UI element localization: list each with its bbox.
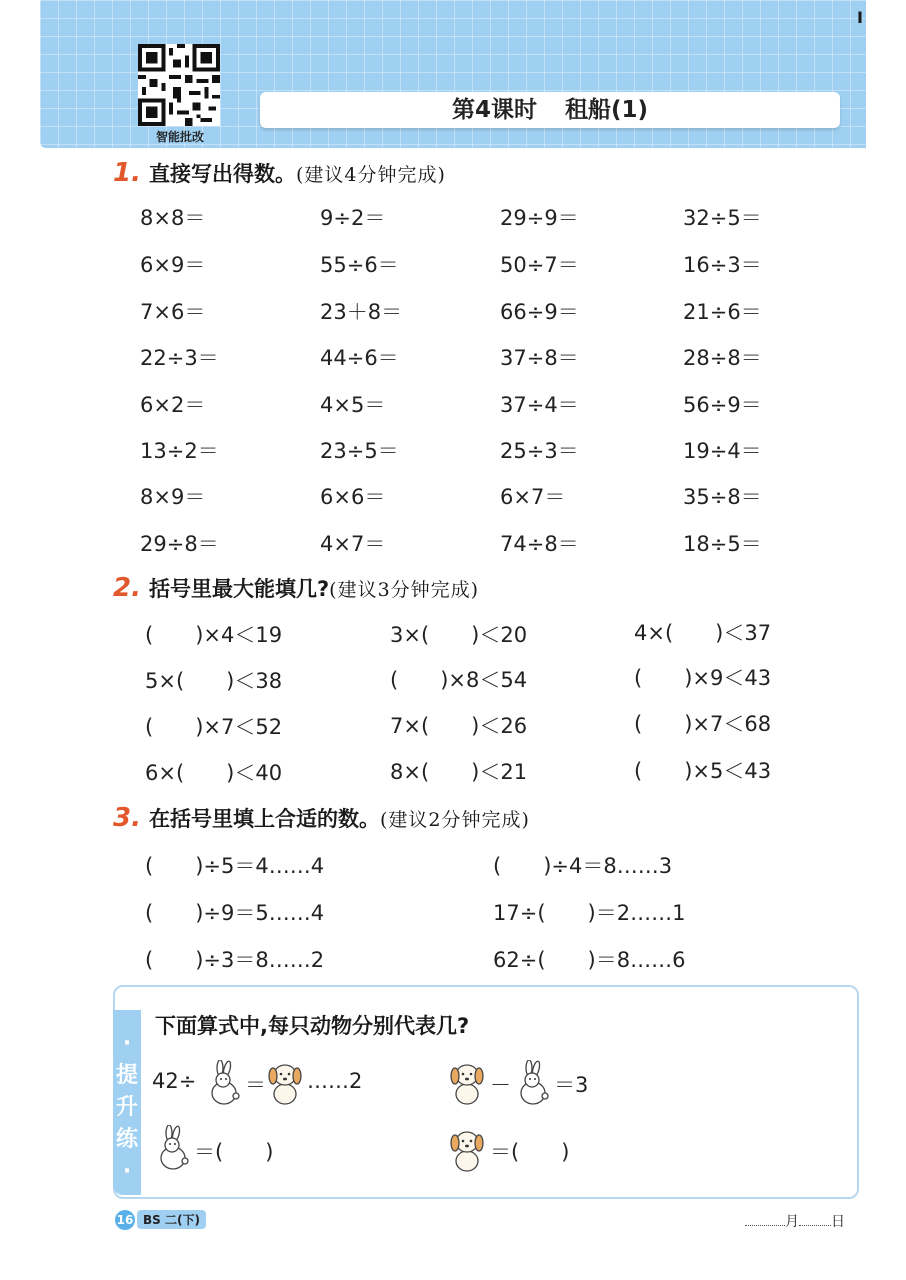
s1-item[interactable]: 13÷2＝ — [140, 439, 219, 463]
s1-item[interactable]: 74÷8＝ — [500, 532, 579, 556]
section-1-number: 1. — [113, 158, 141, 188]
section-3-hint: (建议2分钟完成) — [379, 809, 530, 831]
s1-item[interactable]: 23÷5＝ — [320, 439, 399, 463]
s1-item[interactable]: 25÷3＝ — [500, 439, 579, 463]
practice-tab: ·提升练· — [113, 1010, 141, 1195]
month-label: 月 — [785, 1214, 799, 1230]
section-2-number: 2. — [113, 573, 141, 603]
s1-item[interactable]: 29÷9＝ — [500, 206, 579, 230]
s1-item[interactable]: 44÷6＝ — [320, 346, 399, 370]
s2-item[interactable]: ( )×7＜52 — [145, 715, 283, 739]
s1-item[interactable]: 19÷4＝ — [683, 439, 762, 463]
section-2-hint: (建议3分钟完成) — [329, 579, 480, 601]
s2-item[interactable]: ( )×8＜54 — [390, 668, 528, 692]
s1-item[interactable]: 8×9＝ — [140, 485, 206, 509]
date-field[interactable] — [745, 1211, 845, 1231]
s1-item[interactable]: 9÷2＝ — [320, 206, 386, 230]
month-blank[interactable] — [745, 1213, 785, 1226]
s1-item[interactable]: 7×6＝ — [140, 300, 206, 324]
section-2-text: 括号里最大能填几? — [148, 577, 330, 601]
section-3-text: 在括号里填上合适的数。 — [148, 807, 380, 831]
qr-label: 智能批改 — [155, 130, 204, 144]
section-1-title — [113, 158, 446, 188]
s3-item[interactable]: ( )÷5＝4……4 — [145, 854, 325, 878]
footer-left — [115, 1210, 206, 1230]
s1-item[interactable]: 21÷6＝ — [683, 300, 762, 324]
s1-item[interactable]: 16÷3＝ — [683, 253, 762, 277]
s2-item[interactable]: 7×( )＜26 — [390, 714, 528, 738]
s1-item[interactable]: 6×9＝ — [140, 253, 206, 277]
section-3-title — [113, 803, 530, 833]
practice-title: 下面算式中,每只动物分别代表几? — [155, 1014, 470, 1038]
rabbit-icon — [152, 1125, 192, 1173]
dog-icon — [447, 1058, 487, 1106]
s1-item[interactable]: 23＋8＝ — [320, 300, 403, 324]
s2-item[interactable]: 3×( )＜20 — [390, 623, 528, 647]
s1-item[interactable]: 6×2＝ — [140, 393, 206, 417]
s2-item[interactable]: ( )×4＜19 — [145, 623, 283, 647]
practice-eq2-minus: － — [490, 1073, 511, 1097]
s1-item[interactable]: 22÷3＝ — [140, 346, 219, 370]
page-number: 16 — [115, 1210, 135, 1230]
practice-eq1-suffix: ……2 — [307, 1069, 363, 1093]
s1-item[interactable]: 4×7＝ — [320, 532, 386, 556]
section-1-hint: (建议4分钟完成) — [295, 164, 446, 186]
day-label: 日 — [831, 1214, 845, 1230]
s1-item[interactable]: 37÷8＝ — [500, 346, 579, 370]
s2-item[interactable]: 8×( )＜21 — [390, 760, 528, 784]
s2-item[interactable]: 4×( )＜37 — [634, 621, 772, 645]
section-1-text: 直接写出得数。 — [148, 162, 296, 186]
lesson-number: 第4课时 — [451, 97, 537, 123]
corner-mark: I — [857, 8, 863, 27]
practice-eq1-prefix: 42÷ — [152, 1069, 197, 1093]
s3-item[interactable]: ( )÷9＝5……4 — [145, 901, 325, 925]
s2-item[interactable]: ( )×5＜43 — [634, 759, 772, 783]
s1-item[interactable]: 66÷9＝ — [500, 300, 579, 324]
s1-item[interactable]: 55÷6＝ — [320, 253, 399, 277]
section-2-title — [113, 573, 479, 603]
s1-item[interactable]: 4×5＝ — [320, 393, 386, 417]
s3-item[interactable]: ( )÷3＝8……2 — [145, 948, 325, 972]
s1-item[interactable]: 6×7＝ — [500, 485, 566, 509]
s1-item[interactable]: 50÷7＝ — [500, 253, 579, 277]
s1-item[interactable]: 37÷4＝ — [500, 393, 579, 417]
s2-item[interactable]: ( )×7＜68 — [634, 712, 772, 736]
dog-icon — [447, 1125, 487, 1173]
practice-eq2-suffix: ＝3 — [554, 1073, 589, 1097]
s3-item[interactable]: ( )÷4＝8……3 — [493, 854, 673, 878]
s2-item[interactable]: 5×( )＜38 — [145, 669, 283, 693]
practice-eq1-equals: ＝ — [245, 1073, 266, 1097]
s1-item[interactable]: 6×6＝ — [320, 485, 386, 509]
qr-code[interactable] — [138, 44, 220, 126]
dog-icon — [265, 1058, 305, 1106]
practice-answer-dog[interactable]: ＝( ) — [490, 1140, 570, 1164]
s1-item[interactable]: 32÷5＝ — [683, 206, 762, 230]
s1-item[interactable]: 29÷8＝ — [140, 532, 219, 556]
rabbit-icon — [512, 1060, 552, 1108]
practice-answer-rabbit[interactable]: ＝( ) — [194, 1140, 274, 1164]
qr-code-icon — [138, 44, 220, 126]
s2-item[interactable]: 6×( )＜40 — [145, 761, 283, 785]
s1-item[interactable]: 35÷8＝ — [683, 485, 762, 509]
edition-badge: BS 二(下) — [137, 1210, 206, 1229]
s1-item[interactable]: 28÷8＝ — [683, 346, 762, 370]
s1-item[interactable]: 56÷9＝ — [683, 393, 762, 417]
lesson-topic: 租船(1) — [564, 97, 649, 123]
page-title — [260, 92, 840, 128]
section-3-number: 3. — [113, 803, 141, 833]
rabbit-icon — [203, 1060, 243, 1108]
s1-item[interactable]: 8×8＝ — [140, 206, 206, 230]
s1-item[interactable]: 18÷5＝ — [683, 532, 762, 556]
s3-item[interactable]: 62÷( )＝8……6 — [493, 948, 686, 972]
s2-item[interactable]: ( )×9＜43 — [634, 666, 772, 690]
day-blank[interactable] — [799, 1213, 831, 1226]
s3-item[interactable]: 17÷( )＝2……1 — [493, 901, 686, 925]
